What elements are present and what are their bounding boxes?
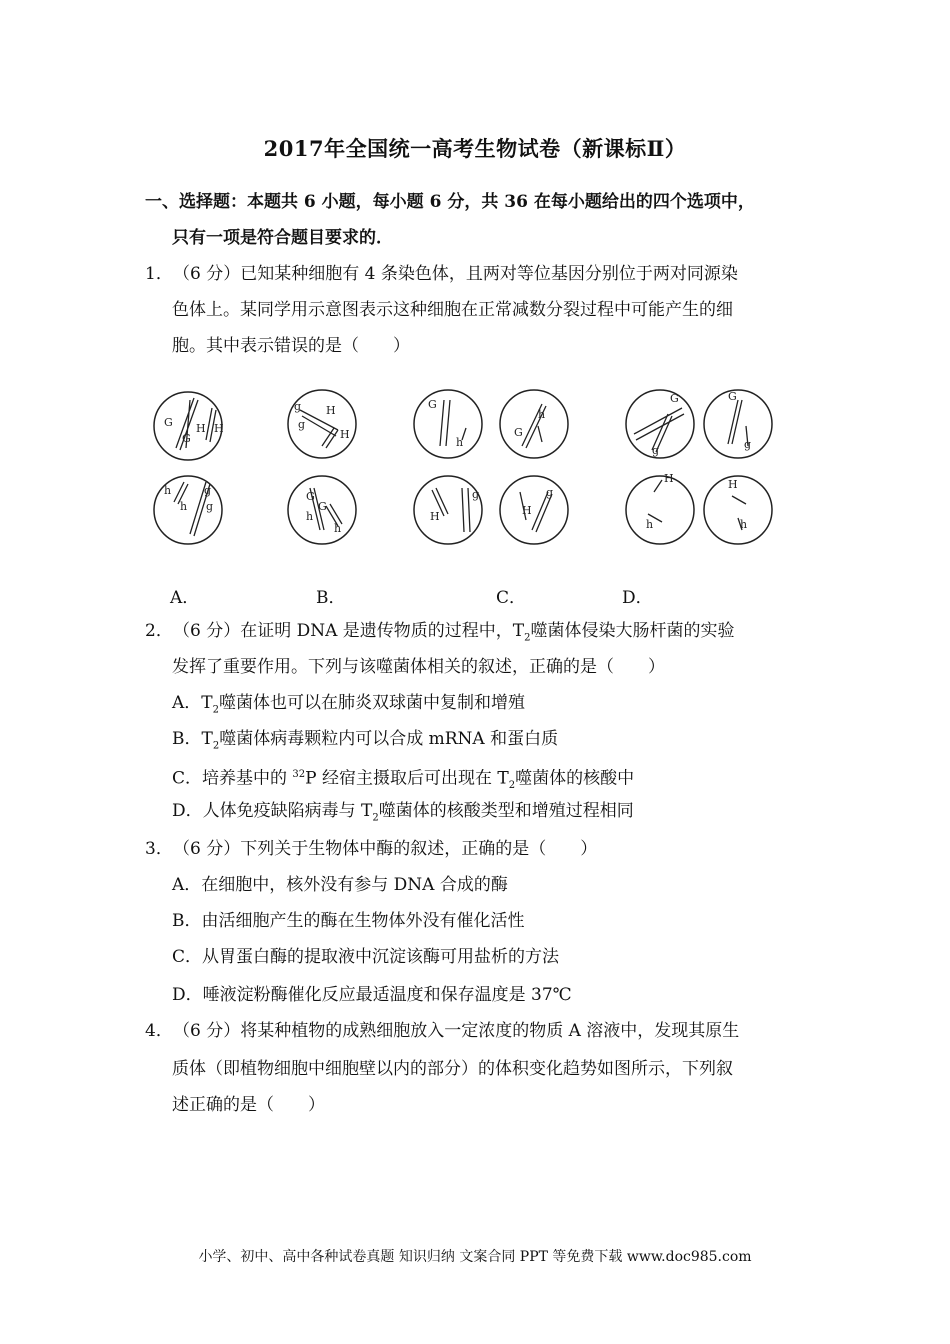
svg-text:G: G [164,416,173,429]
question-4-number: 4． [145,1021,173,1041]
question-2-number: 2． [145,621,173,641]
svg-text:g: g [652,444,660,457]
svg-text:h: h [646,518,654,531]
svg-text:h: h [538,408,546,421]
svg-text:g: g [546,486,554,499]
svg-text:G: G [428,398,437,411]
question-3-text: （6 分）下列关于生物体中酶的叙述，正确的是（ ） [173,839,598,859]
question-4-line3: 述正确的是（ ） [172,1095,325,1115]
svg-text:g: g [298,418,306,431]
text: A．T [172,693,213,713]
svg-text:G: G [514,426,523,439]
svg-text:h: h [334,522,342,535]
subscript: 2 [212,740,220,752]
question-3-number: 3． [145,839,173,859]
subscript: 2 [212,704,219,716]
subscript: 2 [508,780,516,792]
svg-text:h: h [456,436,464,449]
svg-text:G: G [670,392,679,405]
svg-text:H: H [326,404,336,417]
svg-text:g: g [294,400,302,413]
svg-text:h: h [306,510,314,523]
text: 噬菌体病毒颗粒内可以合成 mRNA 和蛋白质 [219,729,559,749]
question-2-option-c [172,763,634,798]
page-title: 2017年全国统一高考生物试卷（新课标Ⅱ） [263,136,687,161]
svg-text:G: G [182,432,191,445]
question-1-text-1: （6 分）已知某种细胞有 4 条染色体，且两对等位基因分别位于两对同源染 [173,264,738,284]
svg-text:g: g [204,484,212,497]
svg-text:g: g [472,488,480,501]
svg-text:H: H [340,428,350,441]
question-3-option-d: D．唾液淀粉酶催化反应最适温度和保存温度是 37℃ [172,985,572,1005]
svg-text:g: g [206,500,214,513]
svg-text:h: h [180,500,188,513]
question-2-text-a: （6 分）在证明 DNA 是遗传物质的过程中，T [173,621,525,641]
svg-text:g: g [744,438,752,451]
subscript: 2 [372,812,379,824]
svg-text:G: G [728,390,737,403]
question-2-text-b: 噬菌体侵染大肠杆菌的实验 [530,621,735,641]
text: C．培养基中的 [172,768,293,789]
svg-text:H: H [522,504,532,517]
question-1-line3: 胞。其中表示错误的是（ ） [172,336,410,356]
question-4-line1 [145,1019,739,1043]
question-2-line2: 发挥了重要作用。下列与该噬菌体相关的叙述，正确的是（ ） [172,657,665,677]
question-1-line2: 色体上。某同学用示意图表示这种细胞在正常减数分裂过程中可能产生的细 [172,300,733,320]
svg-text:H: H [728,478,738,491]
text: B．T [172,729,213,749]
svg-text:h: h [164,484,172,497]
question-4-text: （6 分）将某种植物的成熟细胞放入一定浓度的物质 A 溶液中，发现其原生 [173,1021,740,1041]
question-1-option-c: C． [496,588,527,608]
text: 噬菌体的核酸中 [515,768,635,789]
page-footer: 小学、初中、高中各种试卷真题 知识归纳 文案合同 PPT 等免费下载 www.doc985.com [198,1249,752,1265]
subscript: 2 [524,632,531,644]
svg-text:H: H [664,472,674,485]
question-1-option-b: B． [316,588,346,608]
question-1-option-d: D． [622,588,653,608]
superscript: 32 [292,769,306,780]
svg-text:H: H [430,510,440,523]
svg-text:G: G [306,490,315,503]
question-2-option-a [172,691,525,722]
section-heading-line2: 只有一项是符合题目要求的． [172,228,393,248]
svg-text:G: G [318,500,327,513]
question-3-stem [145,837,597,861]
svg-text:h: h [740,518,748,531]
question-2-option-b [172,727,558,758]
text: D．人体免疫缺陷病毒与 T [172,801,373,821]
question-2-option-d [172,799,634,830]
question-3-option-c: C．从胃蛋白酶的提取液中沉淀该酶可用盐析的方法 [172,947,560,967]
text: 噬菌体也可以在肺炎双球菌中复制和增殖 [219,693,525,713]
question-1-line1 [145,262,738,286]
question-1-number: 1． [145,264,173,284]
chromosome-figure [150,370,778,558]
question-3-option-a: A．在细胞中，核外没有参与 DNA 合成的酶 [172,875,508,895]
svg-text:H: H [214,422,224,435]
question-3-option-b: B．由活细胞产生的酶在生物体外没有催化活性 [172,911,525,931]
question-4-line2: 质体（即植物细胞中细胞壁以内的部分）的体积变化趋势如图所示，下列叙 [172,1059,733,1079]
text: 噬菌体的核酸类型和增殖过程相同 [378,801,634,821]
section-heading-line1: 一、选择题：本题共 6 小题，每小题 6 分，共 36 在每小题给出的四个选项中， [145,192,755,212]
svg-text:H: H [196,422,206,435]
question-2-line1 [145,619,735,650]
question-1-option-a: A． [170,588,200,608]
text: P 经宿主摄取后可出现在 T [305,768,509,789]
